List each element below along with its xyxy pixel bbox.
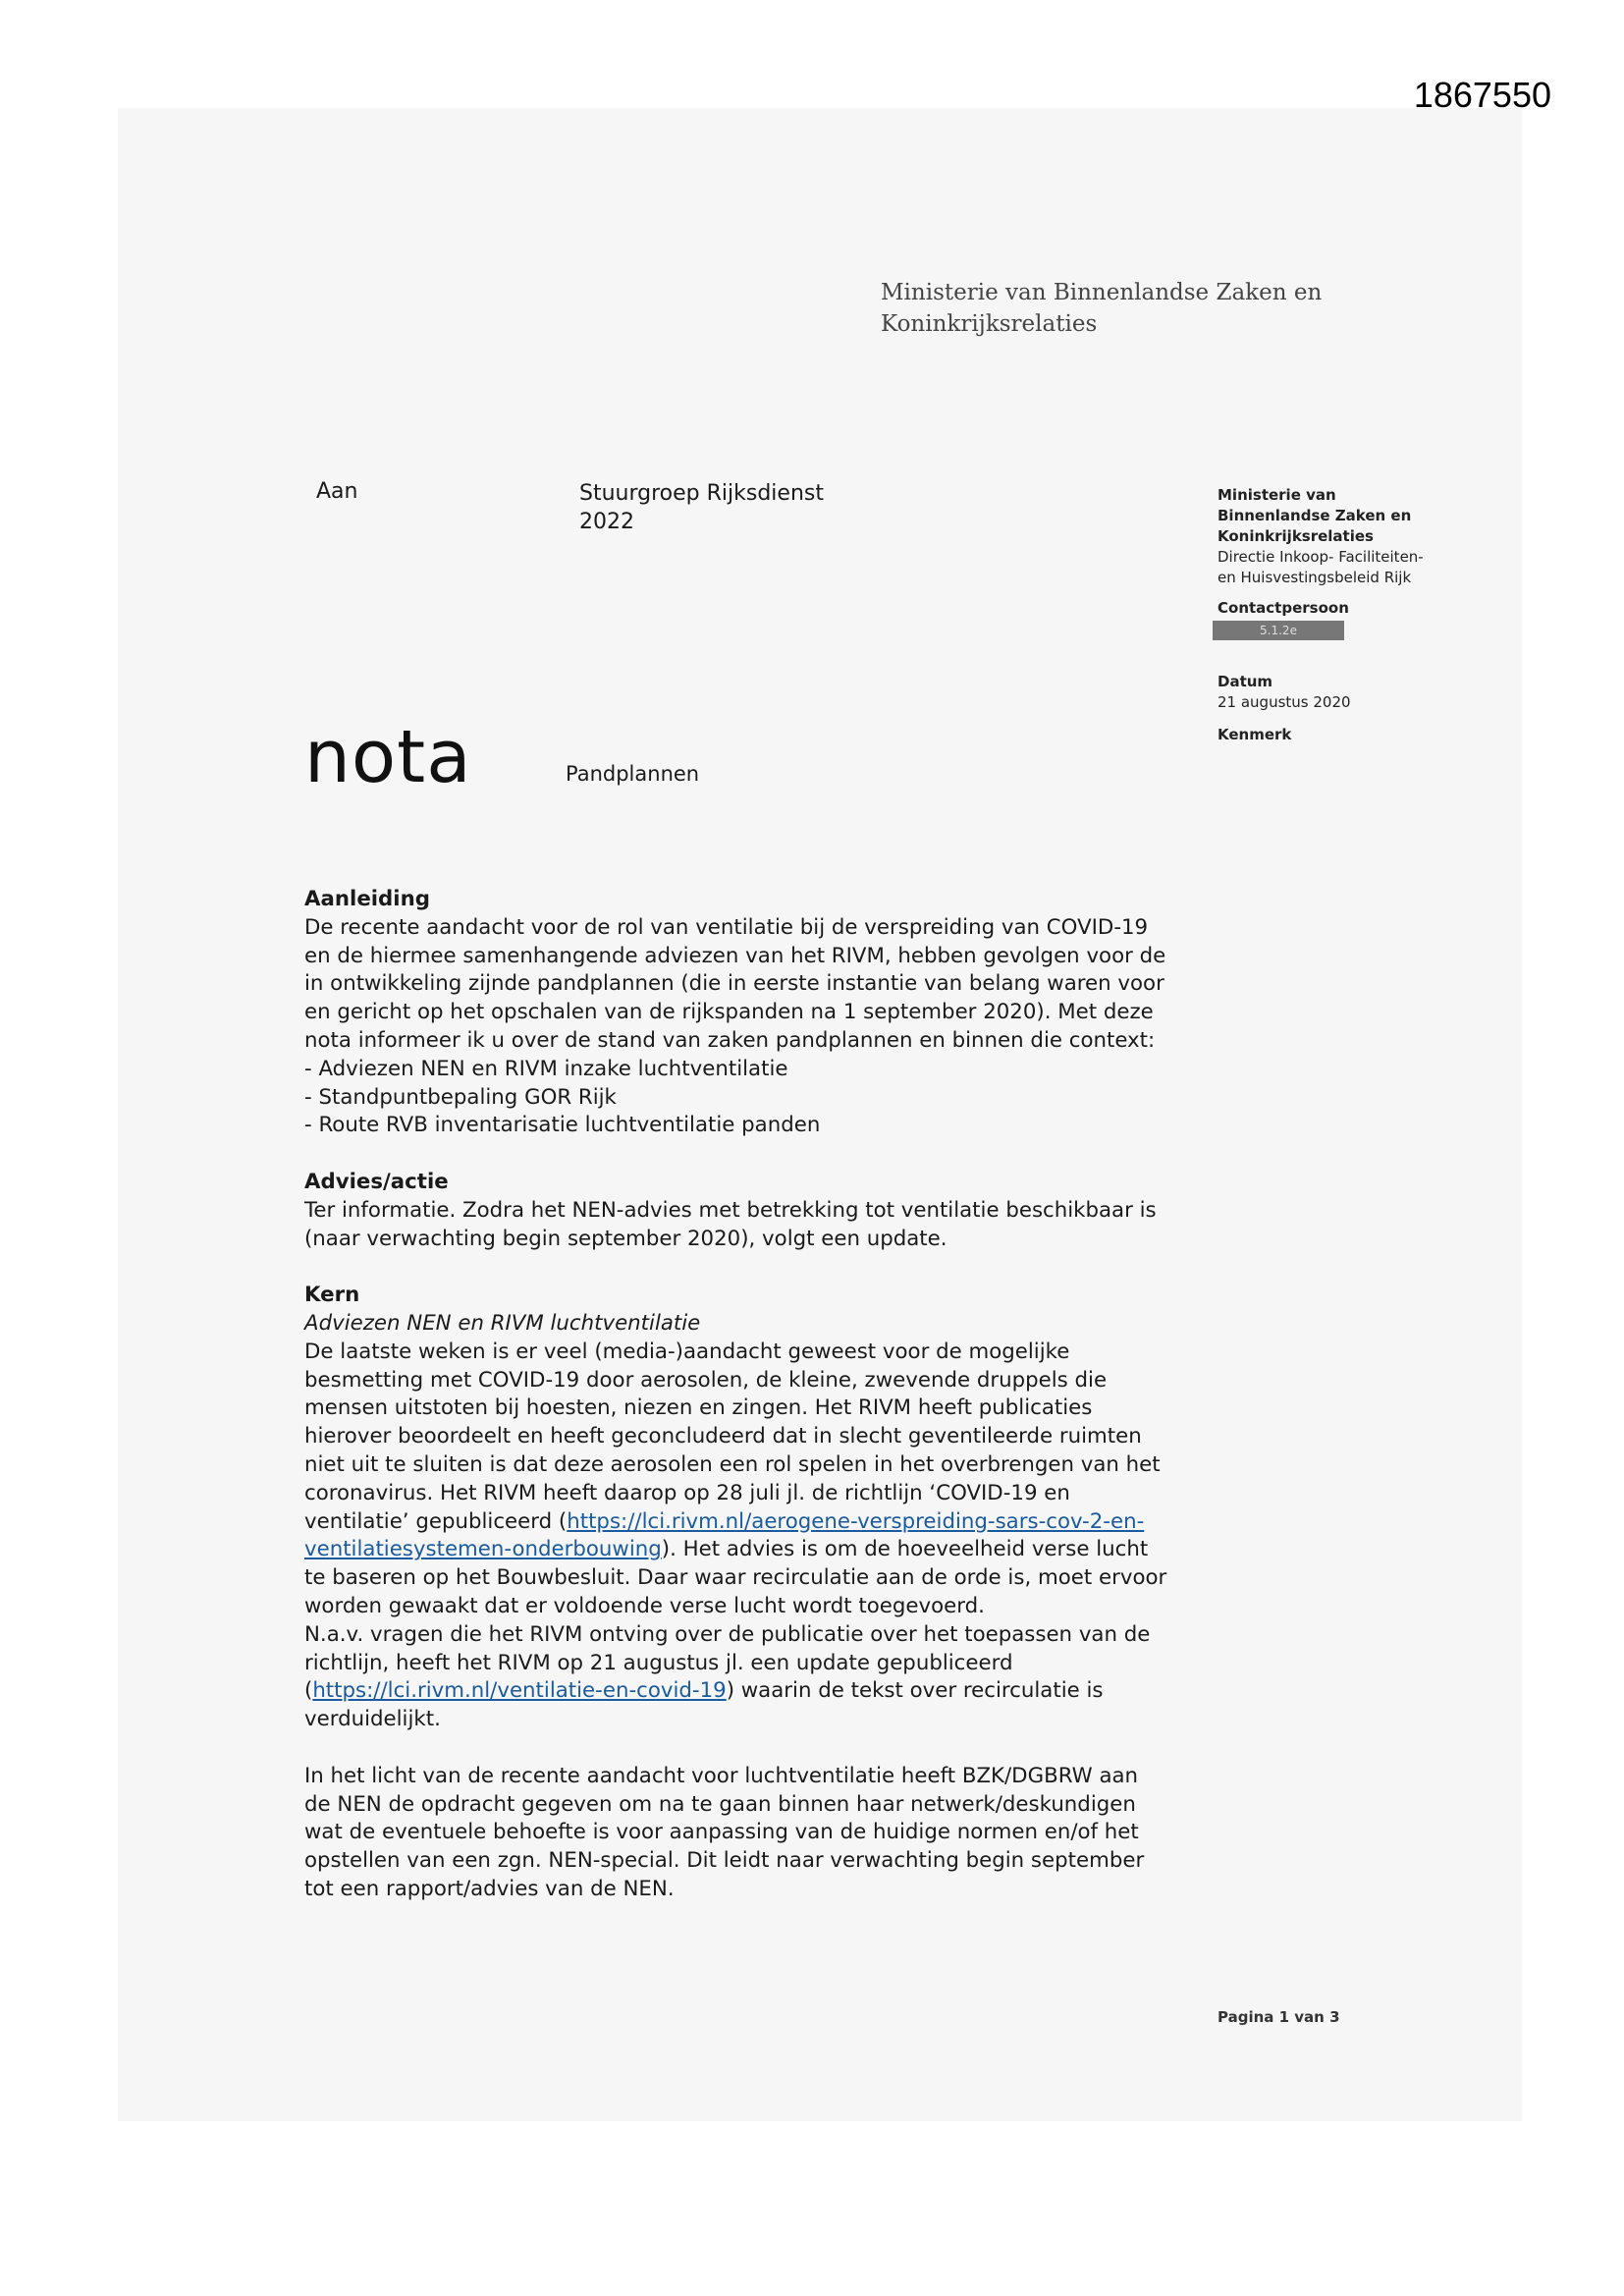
document-number: 1867550 xyxy=(1413,75,1551,115)
link-text-line-2[interactable]: ventilatiesystemen-onderbouwing xyxy=(304,1537,662,1562)
ministry-line-2: Koninkrijksrelaties xyxy=(881,311,1098,337)
sidebar-dept-line-2: en Huisvestingsbeleid Rijk xyxy=(1218,569,1412,586)
document-type-title: nota xyxy=(304,715,472,799)
reference-label: Kenmerk xyxy=(1218,726,1292,743)
section-paragraph: In het licht van de recente aandacht voor luchtventilatie heeft BZK/DGBRW aan de NEN de opdracht gegeven om na te gaan binnen haar netwerk/deskundigen wat de eventuele behoefte is voor aanpassing van de huidige normen en/of het opstellen van een zgn. NEN-special. Dit leidt naar verwachting begin september tot een rapport/advies van de NEN. xyxy=(304,1763,1145,1901)
date-value: 21 augustus 2020 xyxy=(1218,693,1351,711)
sidebar-org-line-2: Binnenlandse Zaken en xyxy=(1218,507,1412,524)
paragraph-text: De laatste weken is er veel (media-)aandacht geweest voor de mogelijke besmetting met COVID-19 door aerosolen, de kleine, zwevende druppels die mensen uitstoten bij hoesten, niezen en zingen. Het RIVM heeft publicaties hierover beoordeelt en heeft geconcludeerd dat in slecht geventileerde ruimten niet uit te sluiten is dat deze aerosolen een rol spelen in het overbrengen van het coronavirus. Het RIVM heeft daarop op 28 juli jl. de richtlijn ‘COVID-19 en ventilatie’ gepubliceerd ( xyxy=(304,1339,1161,1534)
link-text-line-1[interactable]: https://lci.rivm.nl/aerogene-verspreiding-sars-cov-2-en- xyxy=(567,1508,1145,1534)
addressee-line-2: 2022 xyxy=(579,510,634,534)
contact-label: Contactpersoon xyxy=(1218,599,1349,617)
document-body xyxy=(304,886,1188,1904)
page-number: Pagina 1 van 3 xyxy=(1218,2008,1340,2026)
addressee-value xyxy=(579,479,874,536)
sidebar-org-line-3: Koninkrijksrelaties xyxy=(1218,527,1374,545)
paragraph-text: ) waarin de tekst over recirculatie is verduidelijkt. xyxy=(304,1678,1104,1732)
section-subheading: Adviezen NEN en RIVM luchtventilatie xyxy=(304,1310,701,1336)
section-paragraph: De recente aandacht voor de rol van ventilatie bij de verspreiding van COVID-19 en de hiermee samenhangende adviezen van het RIVM, hebben gevolgen voor de in ontwikkeling zijnde pandplannen (die in eerste instantie van belang waren voor en gericht op het opschalen van de rijkspanden na 1 september 2020). Met deze nota informeer ik u over de stand van zaken pandplannen en binnen die context: - Adviezen NEN en RIVM inzake luchtventilatie - Standpuntbepaling GOR Rijk - Route RVB inventarisatie luchtventilatie panden xyxy=(304,914,1166,1138)
ministry-header xyxy=(881,277,1322,340)
date-label: Datum xyxy=(1218,673,1273,690)
paragraph-text: ). Het advies is om de hoeveelheid verse lucht te baseren op het Bouwbesluit. Daar waar recirculatie aan de orde is, moet ervoor worden gewaakt dat er voldoende verse lucht wordt toegevoerd. N.a.v. vragen die het RIVM ontving over de publicatie over het toepassen van de richtlijn, heeft het RIVM op 21 augustus jl. een update gepubliceerd ( xyxy=(304,1537,1167,1704)
section-kern xyxy=(304,1282,1188,1734)
section-heading: Kern xyxy=(304,1283,360,1308)
section-aanleiding xyxy=(304,886,1188,1140)
section-paragraph xyxy=(304,1339,1188,1734)
section-heading: Advies/actie xyxy=(304,1169,449,1194)
section-advies xyxy=(304,1169,1188,1253)
rivm-link-ventilatie[interactable]: https://lci.rivm.nl/ventilatie-en-covid-19 xyxy=(312,1678,727,1704)
contact-redaction: 5.1.2e xyxy=(1213,621,1344,640)
subject: Pandplannen xyxy=(566,762,700,786)
addressee-line-1: Stuurgroep Rijksdienst xyxy=(579,481,824,506)
sidebar-dept-line-1: Directie Inkoop- Faciliteiten- xyxy=(1218,548,1424,566)
section-heading: Aanleiding xyxy=(304,887,431,911)
ministry-line-1: Ministerie van Binnenlandse Zaken en xyxy=(881,280,1323,305)
sidebar-org-line-1: Ministerie van xyxy=(1218,486,1336,504)
addressee-label: Aan xyxy=(316,479,358,504)
sender-sidebar xyxy=(1218,485,1473,745)
section-paragraph: Ter informatie. Zodra het NEN-advies met betrekking tot ventilatie beschikbaar is (naar verwachting begin september 2020), volgt een update. xyxy=(304,1197,1157,1251)
